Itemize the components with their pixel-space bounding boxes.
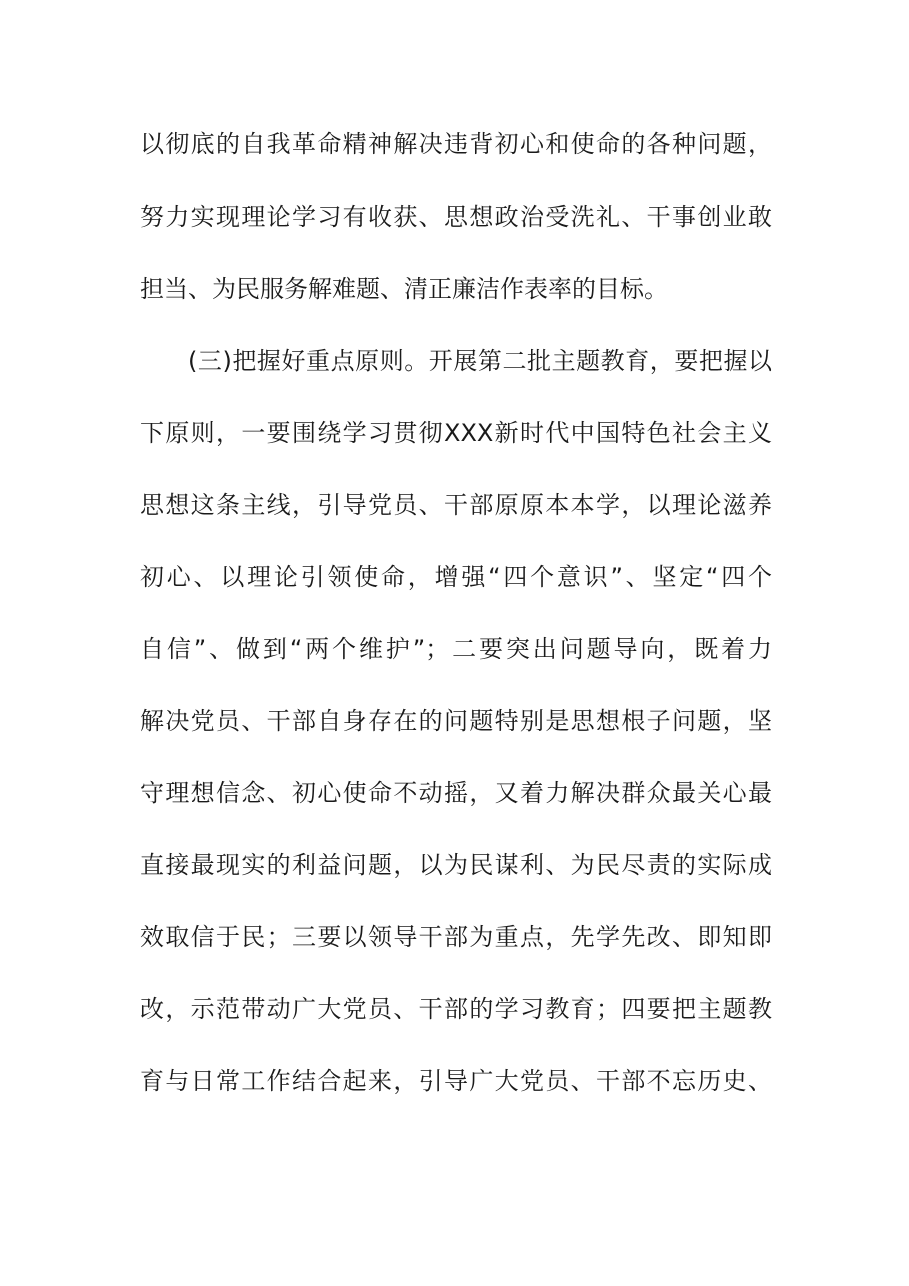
paragraph-line: 初心、以理论引领使命，增强“四个意识”、坚定“四个 [140, 563, 772, 591]
paragraph-line: 直接最现实的利益问题，以为民谋利、为民尽责的实际成 [140, 851, 772, 879]
paragraph-line: 解决党员、干部自身存在的问题特别是思想根子问题，坚 [140, 707, 772, 735]
paragraph-line: 育与日常工作结合起来，引导广大党员、干部不忘历史、 [140, 1067, 772, 1095]
paragraph-line: 思想这条主线，引导党员、干部原原本本学，以理论滋养 [140, 491, 772, 519]
section-heading-line: (三)把握好重点原则。开展第二批主题教育，要把握以 [188, 347, 772, 375]
paragraph-line: 努力实现理论学习有收获、思想政治受洗礼、干事创业敢 [140, 203, 772, 231]
paragraph-line: 下原则，一要围绕学习贯彻XXX新时代中国特色社会主义 [140, 419, 772, 447]
paragraph-line: 担当、为民服务解难题、清正廉洁作表率的目标。 [140, 275, 668, 303]
paragraph-line: 改，示范带动广大党员、干部的学习教育；四要把主题教 [140, 995, 772, 1023]
paragraph-line: 效取信于民；三要以领导干部为重点，先学先改、即知即 [140, 923, 772, 951]
paragraph-line: 以彻底的自我革命精神解决违背初心和使命的各种问题， [140, 130, 772, 158]
paragraph-line: 自信”、做到“两个维护”；二要突出问题导向，既着力 [140, 635, 772, 663]
paragraph-line: 守理想信念、初心使命不动摇，又着力解决群众最关心最 [140, 779, 772, 807]
